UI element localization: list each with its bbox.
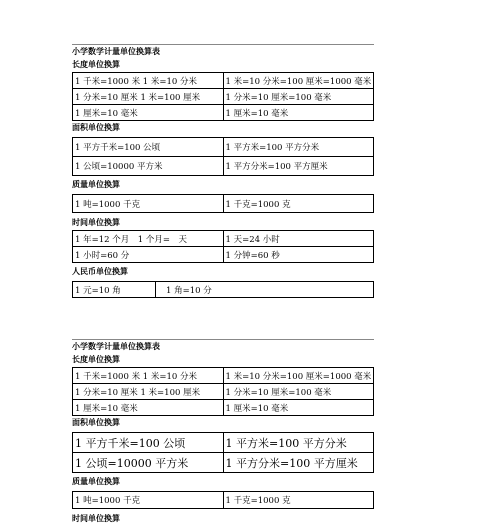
table-cell: 1 角=10 分	[156, 282, 374, 298]
section-heading-area: 面积单位换算	[72, 123, 120, 132]
doc-title: 小学数学计量单位换算表	[72, 339, 374, 353]
length-table	[72, 72, 374, 121]
table-cell: 1 千米=1000 米 1 米=10 分米	[73, 73, 224, 89]
doc-title: 小学数学计量单位换算表	[72, 44, 374, 58]
table-row	[73, 73, 374, 89]
table-row	[73, 157, 374, 176]
table-row	[73, 368, 374, 384]
table-cell: 1 平方米=100 平方分米	[223, 433, 374, 453]
section-heading-mass: 质量单位换算	[72, 477, 120, 486]
table-cell: 1 平方分米=100 平方厘米	[223, 453, 374, 473]
table-row	[73, 195, 374, 213]
length-table	[72, 367, 374, 416]
table-cell: 1 厘米=10 毫米	[223, 400, 374, 416]
section-heading-length: 长度单位换算	[72, 60, 120, 69]
table-row	[73, 453, 374, 473]
table-cell: 1 分钟=60 秒	[223, 247, 374, 263]
table-row	[73, 105, 374, 121]
table-cell: 1 平方千米=100 公顷	[73, 138, 224, 157]
area-table	[72, 432, 374, 473]
section-heading-area: 面积单位换算	[72, 418, 120, 427]
section-heading-time: 时间单位换算	[72, 218, 120, 227]
table-cell: 1 平方分米=100 平方厘米	[223, 157, 374, 176]
section-heading-length: 长度单位换算	[72, 355, 120, 364]
area-table	[72, 137, 374, 176]
table-cell: 1 公顷=10000 平方米	[73, 453, 224, 473]
section-heading-money: 人民币单位换算	[72, 267, 128, 276]
table-row	[73, 282, 374, 298]
mass-table	[72, 491, 374, 509]
table-cell: 1 平方千米=100 公顷	[73, 433, 224, 453]
table-cell: 1 千米=1000 米 1 米=10 分米	[73, 368, 224, 384]
table-cell: 1 厘米=10 毫米	[223, 105, 374, 121]
table-cell: 1 吨=1000 千克	[73, 195, 224, 213]
table-cell: 1 米=10 分米=100 厘米=1000 毫米	[223, 73, 374, 89]
conversion-table-2	[72, 339, 374, 524]
section-heading-mass: 质量单位换算	[72, 180, 120, 189]
table-row	[73, 400, 374, 416]
table-cell: 1 天=24 小时	[223, 231, 374, 247]
table-cell: 1 元=10 角	[73, 282, 156, 298]
table-row	[73, 433, 374, 453]
money-table	[72, 281, 374, 298]
table-cell: 1 分米=10 厘米=100 毫米	[223, 384, 374, 400]
table-cell: 1 吨=1000 千克	[73, 492, 224, 509]
table-cell: 1 分米=10 厘米 1 米=100 厘米	[73, 384, 224, 400]
table-row	[73, 247, 374, 263]
table-row	[73, 384, 374, 400]
table-row	[73, 231, 374, 247]
table-cell: 1 米=10 分米=100 厘米=1000 毫米	[223, 368, 374, 384]
mass-table	[72, 194, 374, 213]
table-cell: 1 厘米=10 毫米	[73, 400, 224, 416]
table-cell: 1 分米=10 厘米 1 米=100 厘米	[73, 89, 224, 105]
table-cell: 1 分米=10 厘米=100 毫米	[223, 89, 374, 105]
table-cell: 1 厘米=10 毫米	[73, 105, 224, 121]
table-cell: 1 千克=1000 克	[223, 492, 374, 509]
table-cell: 1 年=12 个月 1 个月= 天	[73, 231, 224, 247]
table-row	[73, 89, 374, 105]
conversion-table-1	[72, 44, 374, 298]
table-row	[73, 492, 374, 509]
table-cell: 1 小时=60 分	[73, 247, 224, 263]
time-table	[72, 230, 374, 263]
table-row	[73, 138, 374, 157]
table-cell: 1 千克=1000 克	[223, 195, 374, 213]
section-heading-time: 时间单位换算	[72, 514, 120, 523]
table-cell: 1 公顷=10000 平方米	[73, 157, 224, 176]
table-cell: 1 平方米=100 平方分米	[223, 138, 374, 157]
